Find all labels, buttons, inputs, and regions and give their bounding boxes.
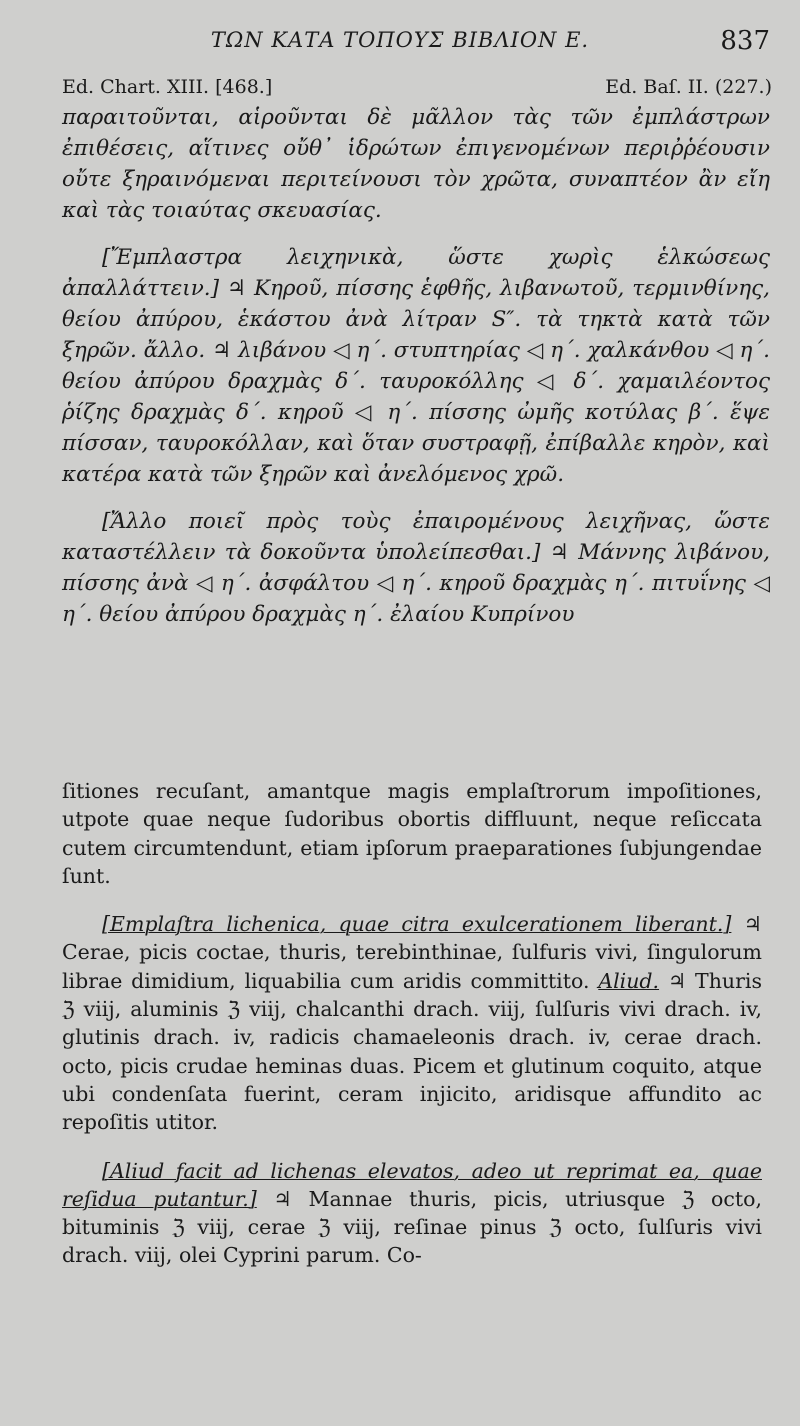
latin-recipe-title-2: [Aliud facit ad lichenas elevatos, adeo ut reprimat ea, quae reſidua putantur.] [62,1158,762,1211]
greek-paragraph-1: παραιτοῦνται, αἱροῦνται δὲ μᾶλλον τὰς τῶν ἐμπλάστρων ἐπιθέσεις, αἵτινες οὔθ᾽ ἱδρώτων ἐπιγενομένων περιῤῥέουσιν οὔτε ξηραινόμεναι περιτείνουσι τὸν χρῶτα, συναπτέον ἂν εἴη καὶ τὰς τοιαύτας σκευασίας. [62,105,770,223]
greek-recipe-body-2: ♃ Μάννης λιβάνου, πίσσης ἀνὰ ◁ η΄. ἀσφάλτου ◁ η΄. κηροῦ δραχμὰς η΄. πιτυΐνης ◁ η΄. θείου ἀπύρου δραχμὰς η΄. ἐλαίου Κυπρίνου [62,540,770,627]
latin-paragraph-3 [62,1157,762,1270]
page-number: 837 [720,26,770,56]
latin-paragraph-2 [62,910,762,1136]
latin-recipe-body-1b: ♃ Thuris ℨ viij, aluminis ℨ viij, chalcanthi drach. viij, ſulſuris vivi drach. iv, glutinis drach. iv, radicis chamaeleonis drach. iv, cerae drach. octo, picis crudae heminas duas. Picem et glutinum coquito, atque ubi condenſata fuerint, ceram injicito, aridisque affundito ac repoſitis utitor. [62,968,762,1135]
running-header: ΤΩΝ ΚΑΤΑ ΤΟΠΟΥΣ ΒΙΒΛΙΟΝ Ε. [210,28,590,52]
edition-reference-left: Ed. Chart. XIII. [468.] [62,76,273,98]
edition-reference-right: Ed. Baſ. II. (227.) [605,76,772,98]
greek-paragraph-3 [62,506,770,630]
latin-text-block [62,777,762,1270]
greek-recipe-title-1: [Ἔμπλαστρα λειχηνικὰ, ὥστε χωρὶς ἑλκώσεως ἀπαλλάττειν.] [62,245,770,301]
greek-recipe-title-2: [Ἄλλο ποιεῖ πρὸς τοὺς ἐπαιρομένους λειχῆνας, ὥστε καταστέλλειν τὰ δοκοῦντα ὑπολείπεσθαι.] [62,509,770,565]
latin-aliud-label: Aliud. [598,968,660,993]
latin-recipe-title-1: [Emplaſtra lichenica, quae citra exulcerationem liberant.] [102,912,732,937]
latin-recipe-body-2: ♃ Mannae thuris, picis, utriusque ℨ octo, bituminis ℨ viij, cerae ℨ viij, reſinae pinus ℨ octo, ſulſuris vivi drach. viij, olei Cyprini parum. Co- [62,1186,762,1268]
greek-paragraph-2 [62,242,770,490]
greek-text-block [62,102,770,630]
latin-recipe-body-1a: ♃ Cerae, picis coctae, thuris, terebinthinae, ſulfuris vivi, ſingulorum librae dimidium, liquabilia cum aridis committito. [62,912,762,993]
greek-recipe-body-1: ♃ Κηροῦ, πίσσης ἑφθῆς, λιβανωτοῦ, τερμινθίνης, θείου ἀπύρου, ἑκάστου ἀνὰ λίτραν S″. τὰ τηκτὰ κατὰ τῶν ξηρῶν. ἄλλο. ♃ λιβάνου ◁ η΄. στυπτηρίας ◁ η΄. χαλκάνθου ◁ η΄. θείου ἀπύρου δραχμὰς δ΄. ταυροκόλλης ◁ δ΄. χαμαιλέοντος ῥίζης δραχμὰς δ΄. κηροῦ ◁ η΄. πίσσης ὠμῆς κοτύλας β΄. ἕψε πίσσαν, ταυροκόλλαν, καὶ ὅταν συστραφῇ, ἐπίβαλλε κηρὸν, καὶ κατέρα κατὰ τῶν ξηρῶν καὶ ἀνελόμενος χρῶ. [62,276,770,487]
latin-paragraph-1: ſitiones recuſant, amantque magis emplaſtrorum impoſitiones, utpote quae neque ſudoribus obortis diffluunt, neque reſiccata cutem circumtendunt, etiam ipſorum praeparationes ſubjungendae ſunt. [62,779,762,888]
